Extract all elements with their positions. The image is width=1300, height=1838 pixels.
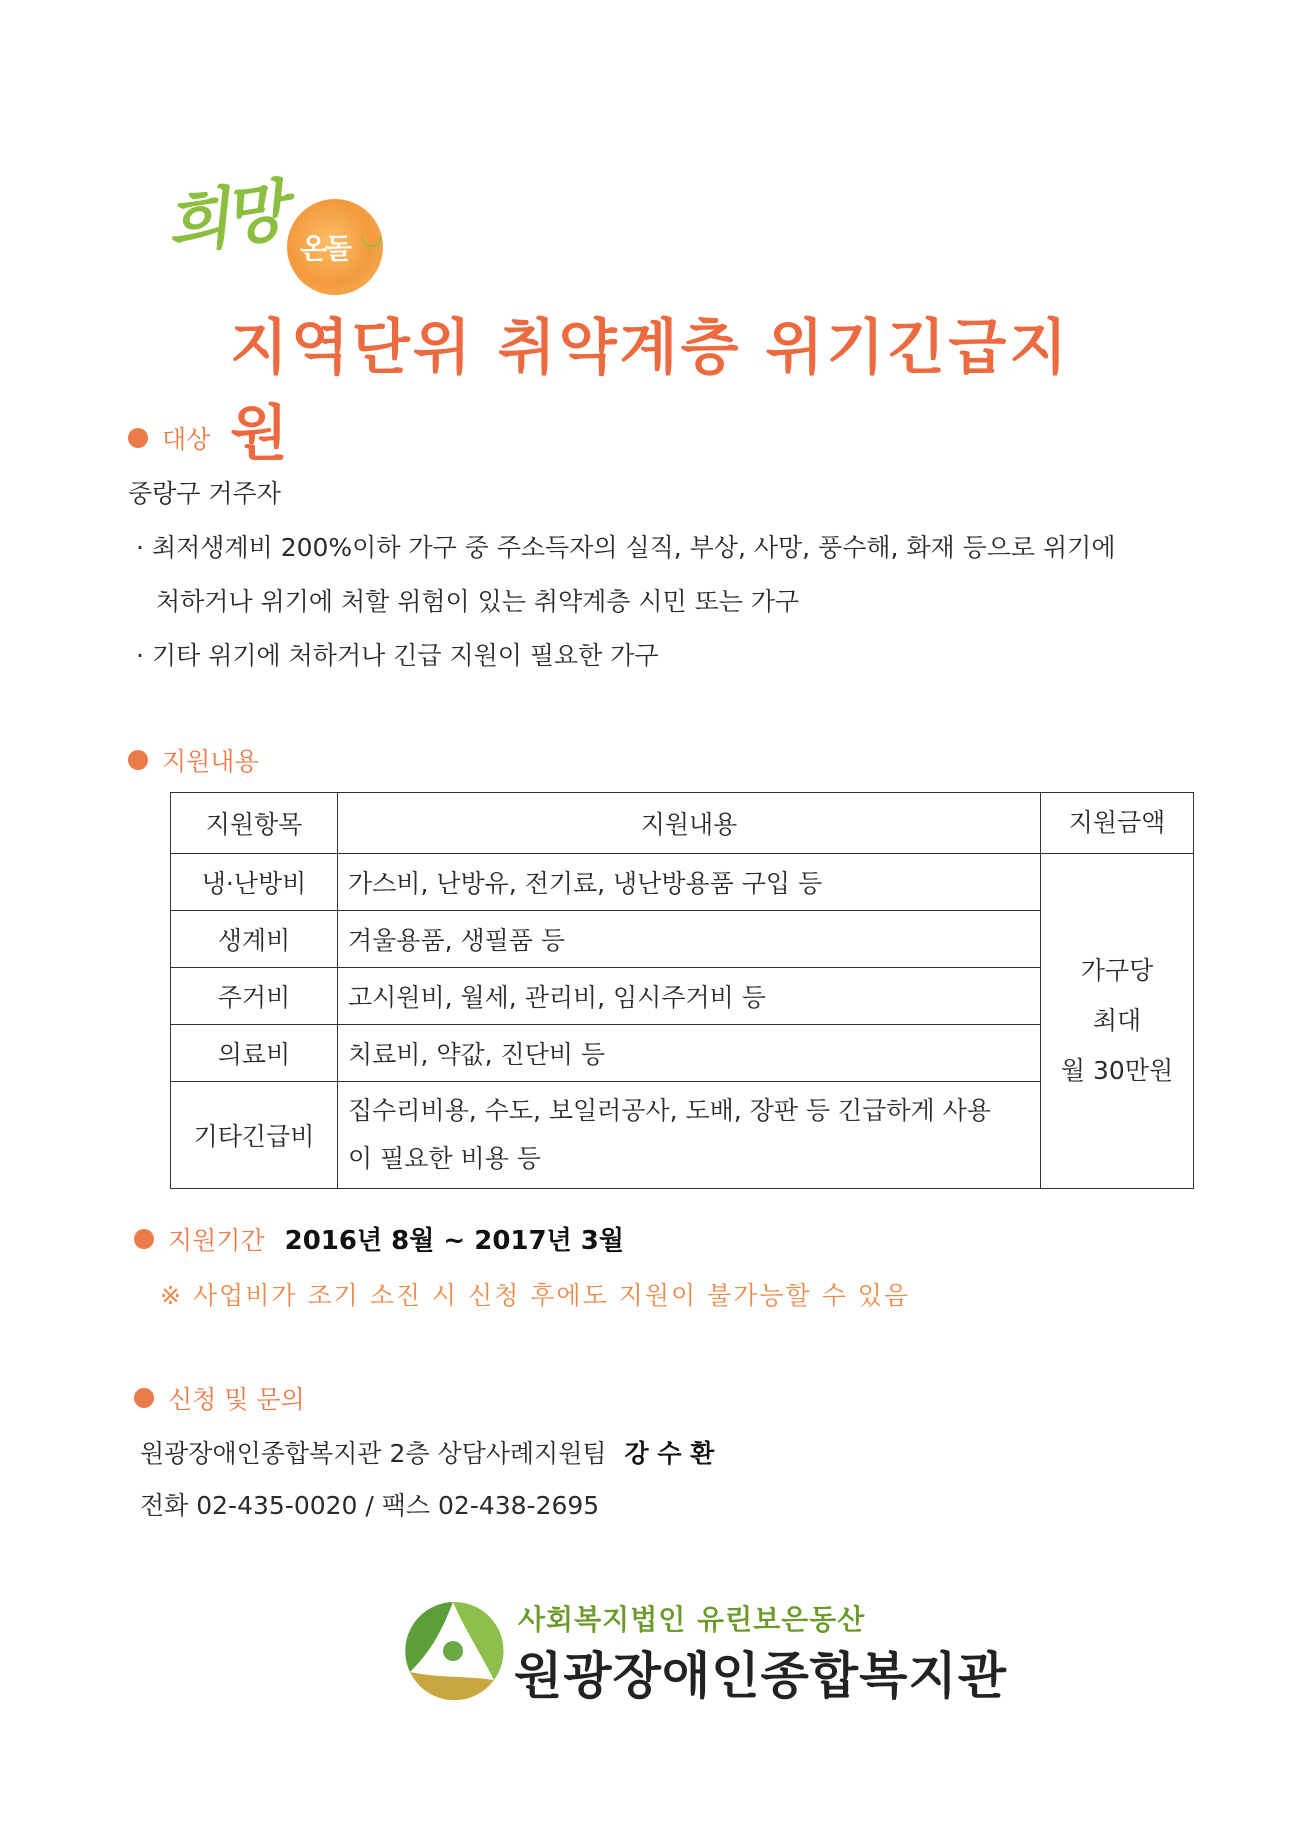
bullet-dot-icon xyxy=(134,1388,154,1408)
bullet-dot-icon xyxy=(128,750,148,770)
contact-office-line xyxy=(140,1434,714,1470)
organization-emblem-icon xyxy=(398,1596,508,1706)
table-row xyxy=(171,968,1194,1025)
support-content: 치료비, 약값, 진단비 등 xyxy=(338,1025,1041,1082)
contact-heading-label: 신청 및 문의 xyxy=(168,1385,305,1414)
support-content: 겨울용품, 생필품 등 xyxy=(338,911,1041,968)
page-title: 지역단위 취약계층 위기긴급지원 xyxy=(230,313,1071,469)
support-content xyxy=(338,1082,1041,1189)
support-item: 냉·난방비 xyxy=(171,854,338,911)
table-row xyxy=(171,854,1194,911)
table-row xyxy=(171,1025,1194,1082)
support-heading-label: 지원내용 xyxy=(162,747,259,776)
support-item: 의료비 xyxy=(171,1025,338,1082)
middle-dot-icon: · xyxy=(136,533,144,562)
organization-subtitle: 사회복지법인 유린보은동산 xyxy=(518,1603,866,1636)
support-content: 가스비, 난방유, 전기료, 냉난방용품 구입 등 xyxy=(338,854,1041,911)
table-row xyxy=(171,911,1194,968)
ondol-logo-text: 온돌 xyxy=(300,232,351,265)
amount-line: 최대 xyxy=(1092,1006,1142,1035)
target-bullet-1 xyxy=(128,528,1115,564)
support-table xyxy=(170,792,1194,1189)
contact-phone: 전화 02-435-0020 / 팩스 02-438-2695 xyxy=(140,1491,600,1520)
period-note: ※ 사업비가 조기 소진 시 신청 후에도 지원이 불가능할 수 있음 xyxy=(160,1281,911,1310)
amount-line: 월 30만원 xyxy=(1060,1056,1174,1085)
support-heading xyxy=(128,742,259,778)
contact-heading xyxy=(134,1380,305,1416)
support-amount xyxy=(1041,854,1194,1189)
support-item: 생계비 xyxy=(171,911,338,968)
period-value: 2016년 8월 ~ 2017년 3월 xyxy=(284,1226,624,1256)
target-bullet-2 xyxy=(128,636,659,672)
hope-ondol-logo xyxy=(160,165,415,285)
column-header: 지원항목 xyxy=(171,793,338,854)
support-item: 기타긴급비 xyxy=(171,1082,338,1189)
support-content: 고시원비, 월세, 관리비, 임시주거비 등 xyxy=(338,968,1041,1025)
organization-name: 원광장애인종합복지관 xyxy=(514,1647,1007,1705)
target-bullet-2-text: 기타 위기에 처하거나 긴급 지원이 필요한 가구 xyxy=(152,641,659,670)
period-heading xyxy=(134,1220,624,1257)
column-header: 지원금액 xyxy=(1041,793,1194,854)
period-heading-label: 지원기간 xyxy=(168,1225,265,1255)
smile-icon: ◡ xyxy=(360,221,383,251)
target-heading xyxy=(128,420,210,456)
column-header: 지원내용 xyxy=(338,793,1041,854)
middle-dot-icon: · xyxy=(136,641,144,670)
support-content-line: 집수리비용, 수도, 보일러공사, 도배, 장판 등 긴급하게 사용 xyxy=(348,1096,991,1125)
contact-person: 강 수 환 xyxy=(624,1439,715,1468)
hope-logo-text: 희망 xyxy=(160,171,287,265)
amount-line: 가구당 xyxy=(1080,956,1154,985)
contact-office: 원광장애인종합복지관 2층 상담사례지원팀 xyxy=(140,1439,607,1468)
table-row xyxy=(171,1082,1194,1189)
target-resident: 중랑구 거주자 xyxy=(128,479,281,508)
target-bullet-1-line-1: 최저생계비 200%이하 가구 중 주소득자의 실직, 부상, 사망, 풍수해, 화재 등으로 위기에 xyxy=(152,533,1116,562)
bullet-dot-icon xyxy=(134,1229,154,1249)
table-header-row xyxy=(171,793,1194,854)
target-bullet-1-line-2: 처하거나 위기에 처할 위험이 있는 취약계층 시민 또는 가구 xyxy=(156,587,800,616)
support-item: 주거비 xyxy=(171,968,338,1025)
target-heading-label: 대상 xyxy=(162,425,211,454)
support-content-line: 이 필요한 비용 등 xyxy=(348,1144,541,1173)
bullet-dot-icon xyxy=(128,428,148,448)
